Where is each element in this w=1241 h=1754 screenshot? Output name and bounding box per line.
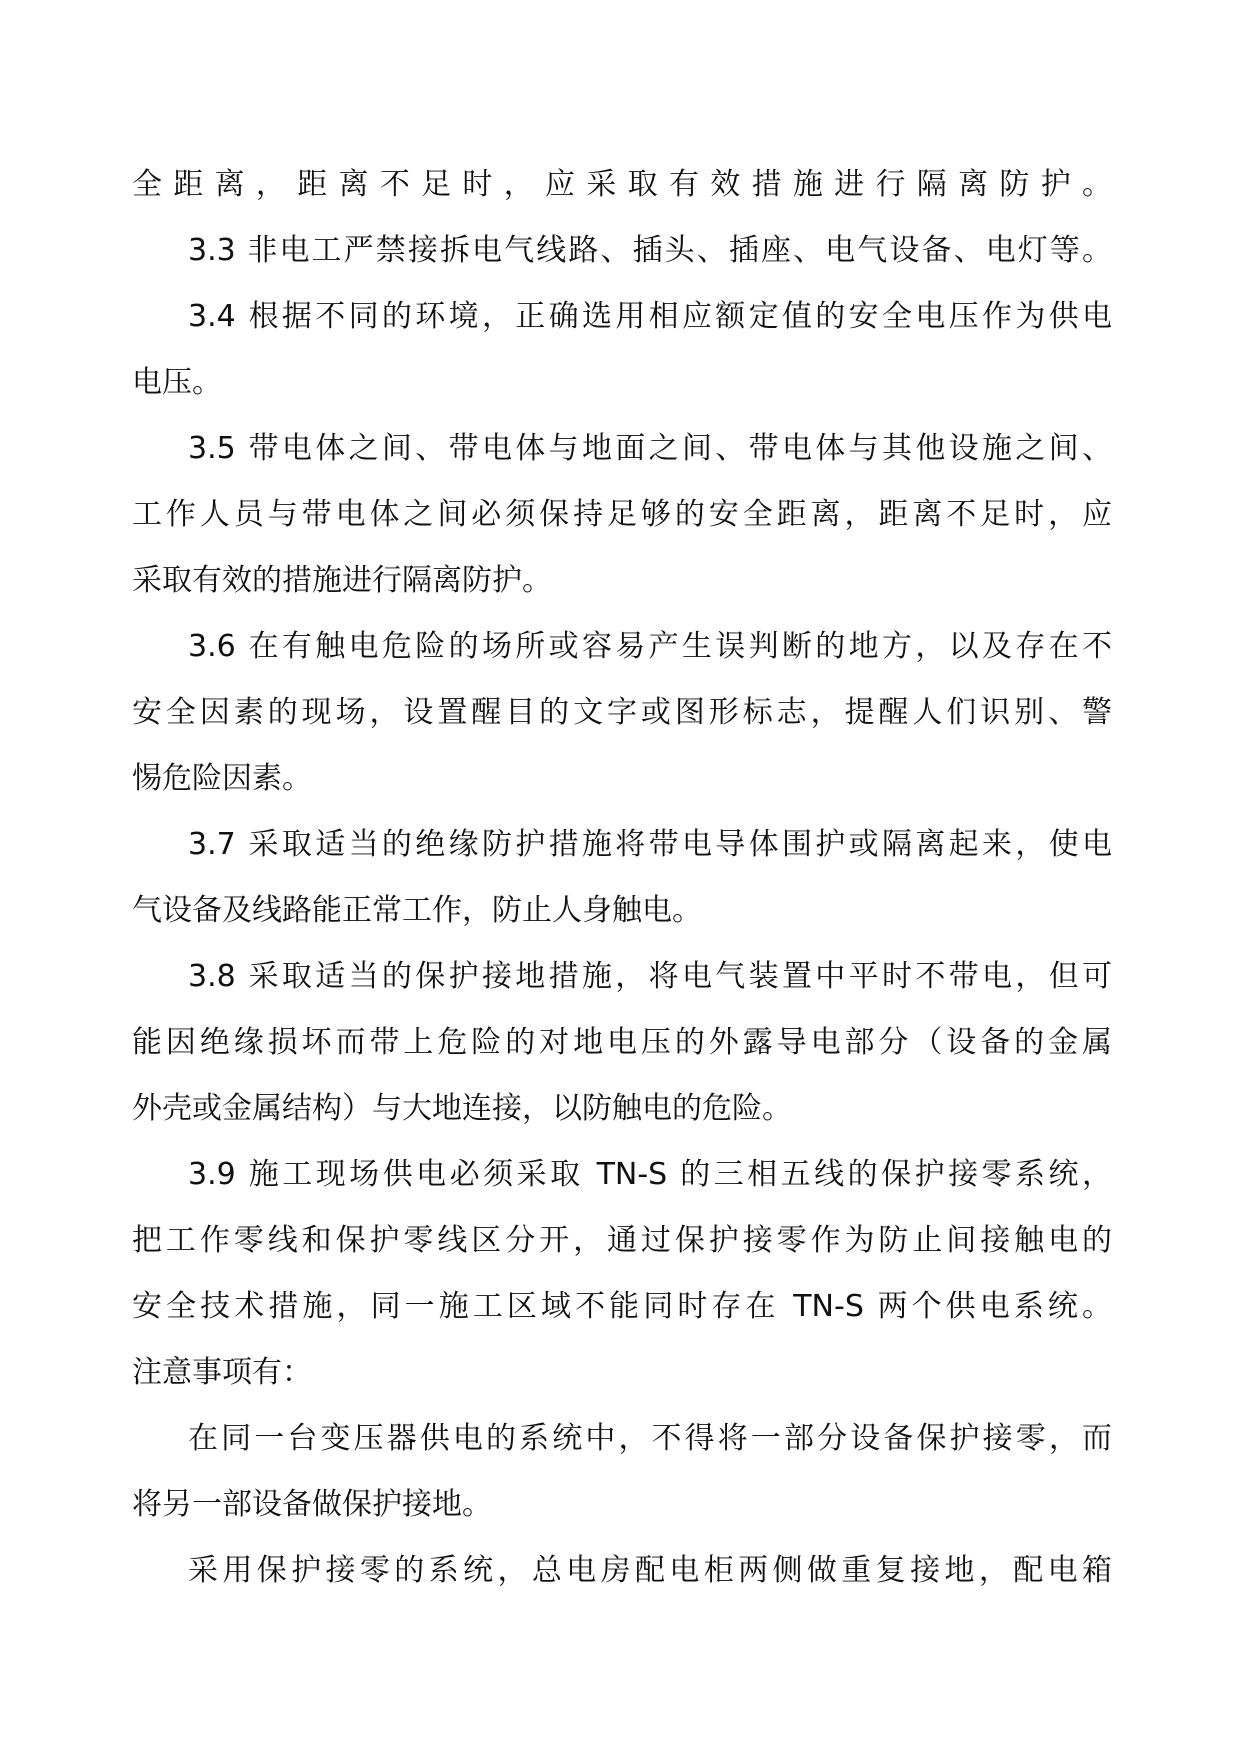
document-body [132,152,1112,1604]
clause-3-6: 3.6 在有触电危险的场所或容易产生误判断的地方，以及存在不 [188,629,1112,664]
text-line: 全距离，距离不足时，应采取有效措施进行隔离防护。 [132,167,1112,202]
text-line: 工作人员与带电体之间必须保持足够的安全距离，距离不足时，应 [132,497,1112,532]
text-line: 采取有效的措施进行隔离防护。 [132,563,552,598]
clause-3-3: 3.3 非电工严禁接拆电气线路、插头、插座、电气设备、电灯等。 [188,233,1112,268]
clause-3-9: 3.9 施工现场供电必须采取 TN-S 的三相五线的保护接零系统， [188,1157,1112,1192]
text-line: 将另一部设备做保护接地。 [132,1487,492,1522]
text-line: 把工作零线和保护零线区分开，通过保护接零作为防止间接触电的 [132,1223,1112,1258]
clause-3-5: 3.5 带电体之间、带电体与地面之间、带电体与其他设施之间、 [188,431,1112,466]
text-line: 气设备及线路能正常工作，防止人身触电。 [132,893,702,928]
notes-heading: 注意事项有： [132,1355,312,1390]
note-paragraph-1: 在同一台变压器供电的系统中，不得将一部分设备保护接零，而 [188,1421,1112,1456]
text-line: 安全因素的现场，设置醒目的文字或图形标志，提醒人们识别、警 [132,695,1112,730]
clause-3-7: 3.7 采取适当的绝缘防护措施将带电导体围护或隔离起来，使电 [188,827,1112,862]
text-line: 安全技术措施，同一施工区域不能同时存在 TN-S 两个供电系统。 [132,1289,1112,1324]
text-line: 外壳或金属结构）与大地连接，以防触电的危险。 [132,1091,792,1126]
note-paragraph-2: 采用保护接零的系统，总电房配电柜两侧做重复接地，配电箱 [188,1553,1112,1588]
clause-3-4: 3.4 根据不同的环境，正确选用相应额定值的安全电压作为供电 [188,299,1112,334]
text-line: 电压。 [132,365,222,400]
text-line: 能因绝缘损坏而带上危险的对地电压的外露导电部分（设备的金属 [132,1025,1112,1060]
clause-3-8: 3.8 采取适当的保护接地措施，将电气装置中平时不带电，但可 [188,959,1112,994]
text-line: 惕危险因素。 [132,761,312,796]
